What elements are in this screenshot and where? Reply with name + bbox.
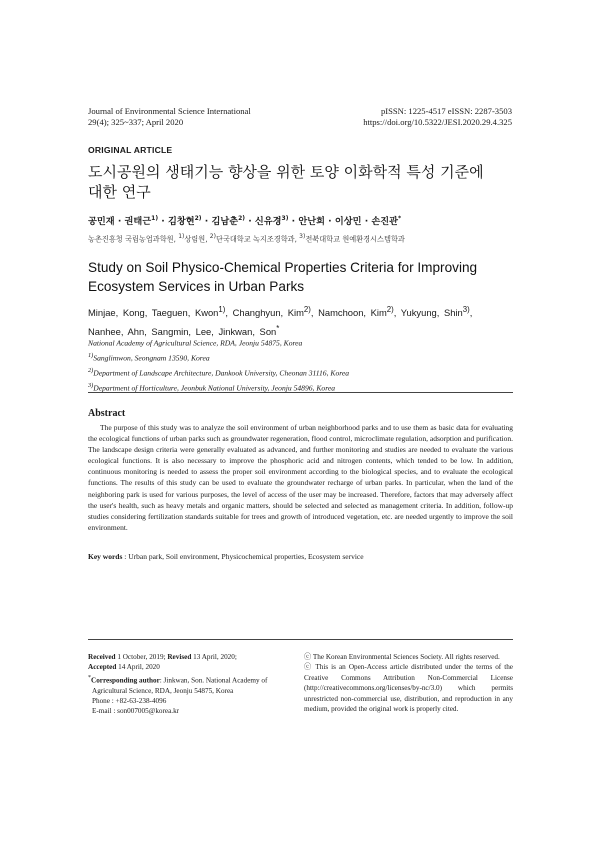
accepted-label: Accepted <box>88 663 117 672</box>
author-sup: 2) <box>238 214 245 222</box>
author-sup: 1) <box>151 214 159 222</box>
affil-main: 농촌진흥청 국립농업과학원, <box>88 234 179 244</box>
affiliation-line <box>88 365 349 380</box>
author-sup: 1) <box>218 305 226 314</box>
english-affiliations <box>88 335 349 395</box>
received-revised <box>88 652 294 662</box>
revised-label: Revised <box>167 653 192 661</box>
korean-title <box>88 162 518 202</box>
korean-affiliation <box>88 233 405 244</box>
keywords-text: : Urban park, Soil environment, Physicochemical properties, Ecosystem service <box>122 552 364 561</box>
author-sup: * <box>276 324 280 334</box>
english-title-line1: Study on Soil Physico-Chemical Properties Criteria for Improving <box>88 260 478 275</box>
corr-label: Corresponding author <box>91 676 160 685</box>
korean-author: 신유경 <box>254 216 282 227</box>
english-authors-line1 <box>88 302 518 321</box>
divider-top <box>88 392 513 393</box>
affil-text: Department of Landscape Architecture, Dankook University, Cheonan 31116, Korea <box>93 368 350 378</box>
revised-date: 13 April, 2020; <box>191 653 237 661</box>
affiliation-line <box>88 335 349 350</box>
affil-text: Department of Horticulture, Jeonbuk National University, Jeonju 54896, Korea <box>93 383 336 393</box>
affil-3: 전북대학교 원예환경시스템학과 <box>305 234 405 244</box>
author-text: , <box>469 307 473 319</box>
affil-text: Sanglimwon, Seongnam 13590, Korea <box>93 353 210 363</box>
article-type: ORIGINAL ARTICLE <box>88 145 173 155</box>
issn: pISSN: 1225-4517 eISSN: 2287-3503 <box>380 106 512 116</box>
affil-sup: 2) <box>209 233 216 240</box>
author-text: Nanhee, Ahn, Sangmin, Lee, Jinkwan, Son <box>88 326 277 338</box>
affil-sup: 2) <box>88 367 94 375</box>
author-sup: 2) <box>386 305 394 314</box>
author-sup: * <box>398 214 402 222</box>
copyright: ⓒ The Korean Environmental Sciences Society. All rights reserved. <box>304 653 500 661</box>
author-text: , Yukyung, Shin <box>393 307 463 319</box>
received-label: Received <box>88 653 116 661</box>
affiliation-line <box>88 350 349 365</box>
accepted-date: 14 April, 2020 <box>116 663 160 672</box>
corr-affiliation: Agricultural Science, RDA, Jeonju 54875, Korea <box>92 686 234 695</box>
journal-header-left <box>88 106 251 128</box>
affil-sup: 3) <box>88 382 94 390</box>
author-sup: 2) <box>194 214 202 222</box>
author-text: , Changhyun, Kim <box>225 307 304 319</box>
english-title-line2: Ecosystem Services in Urban Parks <box>88 279 305 294</box>
korean-author: 이상민 <box>334 216 362 227</box>
korean-author: 안난희 <box>298 216 325 227</box>
footnote-left <box>88 652 294 717</box>
korean-author: 손진관 <box>371 216 399 227</box>
affil-sup: 1) <box>88 352 94 360</box>
abstract-heading: Abstract <box>88 408 126 419</box>
footnote-right <box>304 652 513 714</box>
affil-1: 상림원, <box>184 234 210 244</box>
corr-phone: Phone : +82-63-238-4096 <box>92 697 167 706</box>
author-sup: 3) <box>462 305 470 314</box>
corr-sup: * <box>88 674 91 681</box>
keywords <box>88 552 364 561</box>
accepted <box>88 662 294 672</box>
keywords-label: Key words <box>88 552 123 561</box>
korean-author: 권태근 <box>124 216 152 227</box>
abstract-body: The purpose of this study was to analyze the soil environment of urban neighborhood parks and to use them as basic data for evaluating the ecological functions of urban parks such as groundwater regeneration, flood control, microclimate regulation, adsorption and purification. The landscape design criteria were generally evaluated as advanced, and further monitoring and studies are needed to evaluate the various ecological functions. It is also necessary to improve the phosphoric acid and nitrogen contents, which tended to be low. In addition, continuous monitoring is needed to assess the proper soil environment according to the biological species, and to evaluate the ecological functions. The results of this study can be used to evaluate the groundwater recharge of urban parks. In particular, when the land of the neighboring park is used for various purposes, the level of access of the user may be increased. Therefore, factors that may adversely affect the user's health, such as heavy metals and organic matters, should be selected and selected as management criteria. In addition, follow-up studies considering fertilization standards suitable for trees and growth of introduced vegetation, etc. are needed urgently to improve the soil environment. <box>88 423 513 532</box>
author-text: , Namchoon, Kim <box>310 307 387 319</box>
doi-link[interactable]: https://doi.org/10.5322/JESI.2020.29.4.325 <box>363 117 512 127</box>
license: ⓒ This is an Open-Access article distributed under the terms of the Creative Commons Attribution Non-Commercial License (http://creativecommons.org/licenses/by-nc/3.0) which permits unrestricted non-commercial use, distribution, and reproduction in any medium, provided the original work is properly cited. <box>304 663 513 714</box>
korean-authors: 공민재 · 권태근$^{1)}$ · 김창현$^{2)}$ · 김남춘$^{2)}$ · 신유경$^{3)}$ · 안난희 · 이상민 · 손진관* <box>88 214 402 227</box>
affil-text: National Academy of Agricultural Science, RDA, Jeonju 54875, Korea <box>88 338 303 348</box>
affil-sup: 1) <box>178 233 185 240</box>
korean-author: 김남춘 <box>211 216 239 227</box>
journal-volume: 29(4); 325~337; April 2020 <box>88 117 184 127</box>
author-sup: 3) <box>281 214 289 222</box>
journal-header-right <box>363 106 512 128</box>
korean-author: 김창현 <box>167 216 195 227</box>
received-date: 1 October, 2019; <box>115 653 168 661</box>
author-sup: 2) <box>303 305 311 314</box>
affil-2: 단국대학교 녹지조경학과, <box>215 234 300 244</box>
corr-email[interactable]: E-mail : son007005@korea.kr <box>92 707 180 716</box>
affil-sup: 3) <box>299 233 306 240</box>
korean-author: 공민재 <box>88 216 115 227</box>
author-text: Minjae, Kong, Taeguen, Kwon <box>88 307 219 319</box>
korean-title-line2: 대한 연구 <box>88 183 151 201</box>
english-title <box>88 258 528 296</box>
corresponding-author <box>88 673 294 686</box>
corr-text: : Jinkwan, Son. National Academy of <box>159 676 268 685</box>
korean-title-line1: 도시공원의 생태기능 향상을 위한 토양 이화학적 특성 기준에 <box>88 163 484 181</box>
journal-name: Journal of Environmental Science International <box>88 106 251 116</box>
divider-bottom <box>88 639 513 640</box>
